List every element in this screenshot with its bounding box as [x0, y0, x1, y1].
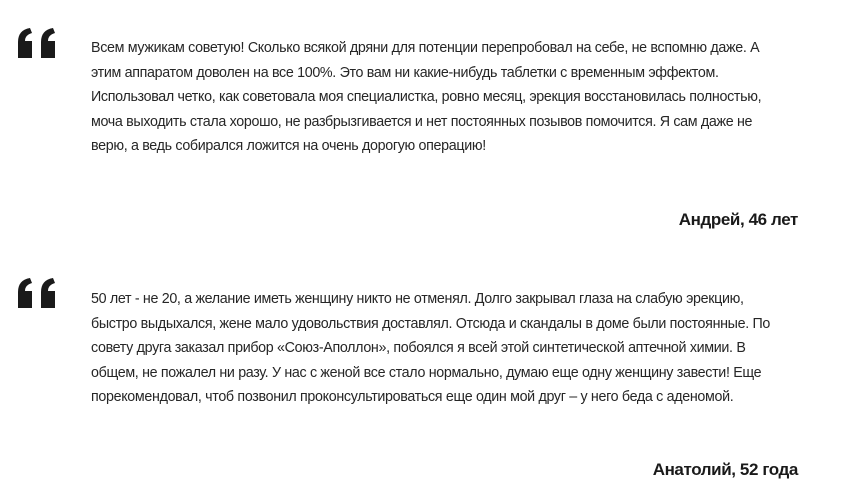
review-author: Андрей, 46 лет — [678, 210, 798, 229]
review-text: 50 лет - не 20, а желание иметь женщину никто не отменял. Долго закрывал глаза на слабую эрекцию, быстро выдыхался, жене мало удовольствия доставлял. Отсюда и скандалы в доме были постоянные. По совету друга заказал прибор «Союз-Аполлон», побоялся я всей этой синтетической аптечной химии. В общем, не пожалел ни разу. У нас с женой все стало нормально, думаю еще одну женщину завести! Еще порекомендовал, чтоб позвонил проконсультироваться еще один мой друг – у него беда с аденомой. — [91, 290, 771, 406]
review-author: Анатолий, 52 года — [652, 460, 798, 479]
quote-icon — [14, 28, 64, 58]
quote-icon — [14, 278, 64, 308]
review-text: Всем мужикам советую! Сколько всякой дряни для потенции перепробовал на себе, не вспомню даже. А этим аппаратом доволен на все 100%. Это вам ни какие-нибудь таблетки с временным эффектом. Использовал четко, как советовала моя специалистка, ровно месяц, эрекция восстановилась полностью, моча выходить стала хорошо, не разбрызгивается и нет постоянных позывов помочится. Я сам даже не верю, а ведь собирался ложится на очень дорогую операцию! — [91, 39, 762, 155]
